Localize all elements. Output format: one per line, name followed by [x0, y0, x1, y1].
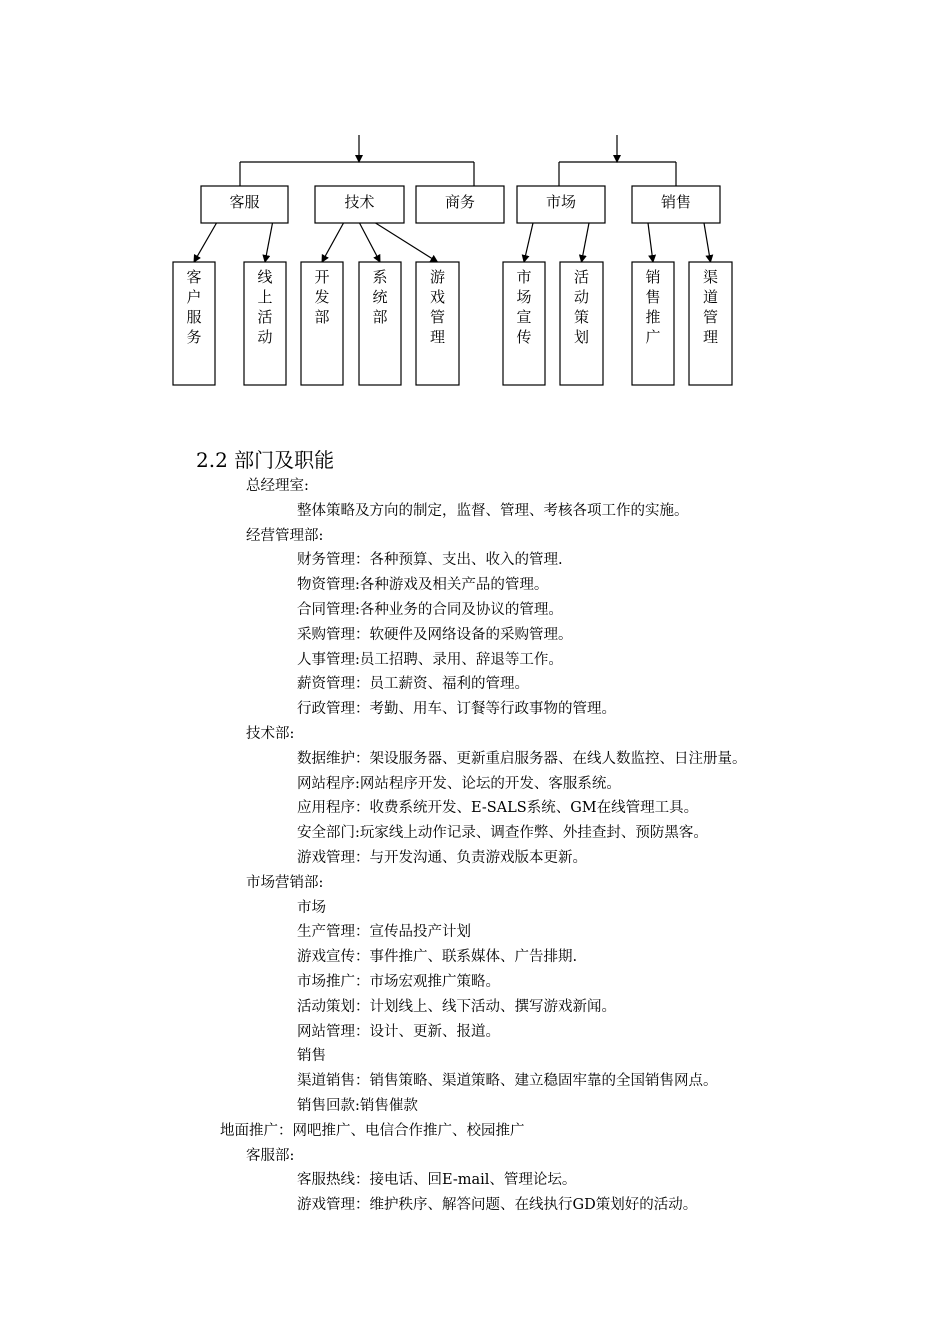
org-box-child-label: 线上活动	[257, 268, 273, 346]
org-chart	[0, 0, 950, 400]
section-line: 薪资管理：员工薪资、福利的管理。	[297, 676, 529, 693]
org-box-top-label: 市场	[545, 193, 577, 211]
org-box-top-label: 销售	[660, 193, 692, 211]
section-line: 整体策略及方向的制定，监督、管理、考核各项工作的实施。	[297, 502, 689, 519]
section-line: 行政管理：考勤、用车、订餐等行政事物的管理。	[297, 701, 616, 718]
org-arrow	[194, 223, 217, 262]
org-box-child-label: 系统部	[372, 268, 388, 326]
org-arrow	[265, 223, 273, 262]
org-arrow	[360, 223, 381, 262]
section-line: 网站管理：设计、更新、报道。	[297, 1023, 500, 1040]
org-box-top-label: 技术	[344, 193, 375, 211]
section-line: 渠道销售：销售策略、渠道策略、建立稳固牢靠的全国销售网点。	[297, 1073, 718, 1090]
section-line: 合同管理:各种业务的合同及协议的管理。	[297, 602, 563, 618]
org-box-child-label: 渠道管理	[702, 268, 719, 346]
org-box-child-label: 客户服务	[186, 268, 202, 346]
section-line: 网站程序:网站程序开发、论坛的开发、客服系统。	[297, 775, 621, 792]
section-line: 销售	[297, 1048, 326, 1065]
section-line: 客服热线：接电话、回E-mail、管理论坛。	[297, 1172, 577, 1189]
org-arrow	[524, 223, 533, 262]
section-line: 采购管理：软硬件及网络设备的采购管理。	[297, 626, 573, 643]
section-line: 地面推广：网吧推广、电信合作推广、校园推广	[220, 1122, 525, 1139]
org-arrow	[704, 223, 711, 262]
section-line: 生产管理：宣传品投产计划	[297, 924, 471, 941]
section-line: 技术部:	[246, 726, 295, 742]
org-arrow	[648, 223, 653, 262]
org-arrow	[322, 223, 344, 262]
org-box-child-label: 销售推广	[645, 268, 661, 346]
org-box-child-label: 活动策划	[573, 268, 590, 346]
section-line: 市场营销部:	[246, 874, 324, 891]
section-line: 物资管理:各种游戏及相关产品的管理。	[297, 577, 549, 594]
section-line: 经营管理部:	[246, 527, 324, 544]
org-arrow	[582, 223, 590, 262]
org-box-child-label: 市场宣传	[516, 268, 532, 346]
section-line: 游戏宣传：事件推广、联系媒体、广告排期.	[297, 949, 578, 966]
section-line: 财务管理：各种预算、支出、收入的管理.	[297, 552, 563, 569]
org-box-top-label: 商务	[444, 193, 476, 211]
section-line: 数据维护：架设服务器、更新重启服务器、在线人数监控、日注册量。	[297, 750, 747, 767]
section-line: 销售回款:销售催款	[297, 1098, 418, 1114]
section-line: 游戏管理：维护秩序、解答问题、在线执行GD策划好的活动。	[297, 1197, 698, 1214]
section-line: 应用程序：收费系统开发、E-SALS系统、GM在线管理工具。	[297, 800, 699, 817]
section-line: 游戏管理：与开发沟通、负责游戏版本更新。	[297, 850, 587, 866]
section-line: 总经理室:	[246, 478, 309, 494]
section-line: 安全部门:玩家线上动作记录、调查作弊、外挂查封、预防黑客。	[297, 825, 708, 842]
org-arrow	[376, 223, 438, 262]
section-line: 市场推广：市场宏观推广策略。	[297, 974, 500, 990]
section-line: 活动策划：计划线上、线下活动、撰写游戏新闻。	[297, 998, 616, 1015]
org-box-child-label: 游戏管理	[429, 268, 446, 346]
org-box-top-label: 客服	[229, 193, 260, 211]
section-line: 市场	[297, 899, 326, 916]
section-line: 人事管理:员工招聘、录用、辞退等工作。	[297, 651, 563, 668]
section-line: 客服部:	[246, 1147, 295, 1164]
section-heading: 2.2 部门及职能	[196, 448, 335, 472]
org-box-child-label: 开发部	[314, 268, 330, 326]
